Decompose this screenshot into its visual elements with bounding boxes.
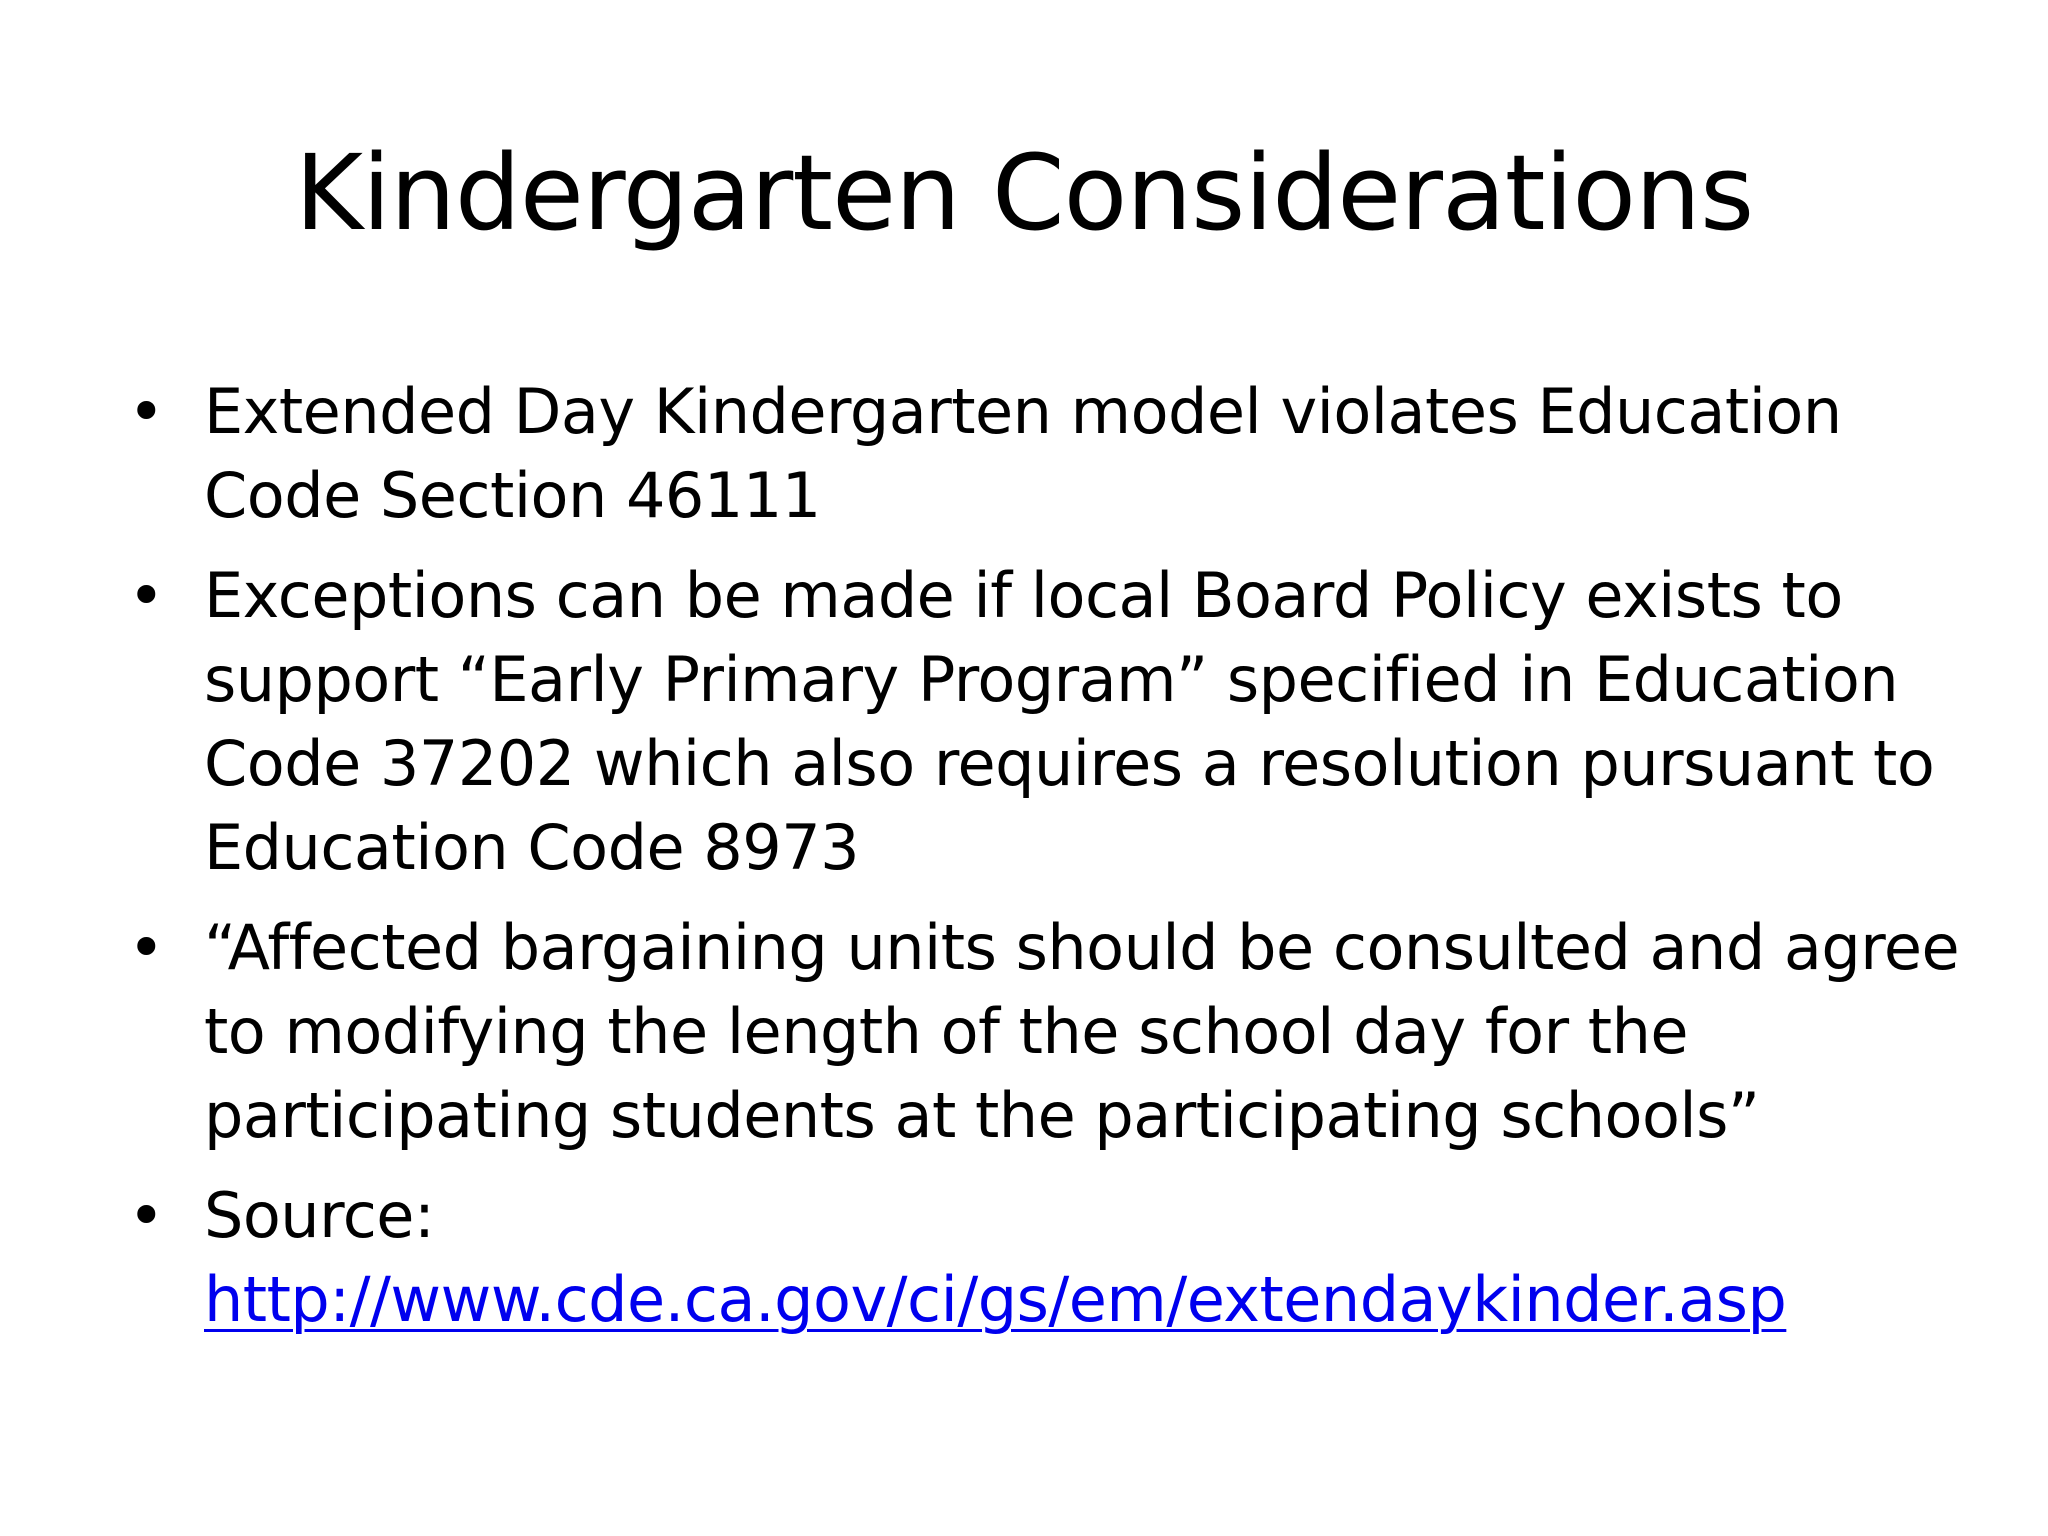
bullet-icon: •: [128, 911, 165, 984]
slide-title: Kindergarten Considerations: [294, 132, 1754, 254]
source-label: Source:: [204, 1179, 435, 1252]
bullet-item-2: [120, 554, 1980, 890]
bullet-icon: •: [128, 1179, 165, 1252]
bullet-icon: •: [128, 375, 165, 448]
bullet-icon: •: [128, 559, 165, 632]
bullet-text-2: Exceptions can be made if local Board Policy exists to support “Early Primary Program” specified in Education Code 37202 which also requires a resolution pursuant to Education Code 8973: [204, 559, 1935, 884]
bullet-item-source: [120, 1174, 1980, 1342]
bullet-item-1: [120, 370, 1980, 538]
bullet-list: [120, 370, 1980, 1342]
source-link[interactable]: http://www.cde.ca.gov/ci/gs/em/extendaykinder.asp: [204, 1263, 1787, 1336]
bullet-text-3: “Affected bargaining units should be consulted and agree to modifying the length of the school day for the participating students at the participating schools”: [204, 911, 1960, 1152]
bullet-text-1: Extended Day Kindergarten model violates Education Code Section 46111: [204, 375, 1842, 532]
bullet-item-3: [120, 906, 1980, 1158]
